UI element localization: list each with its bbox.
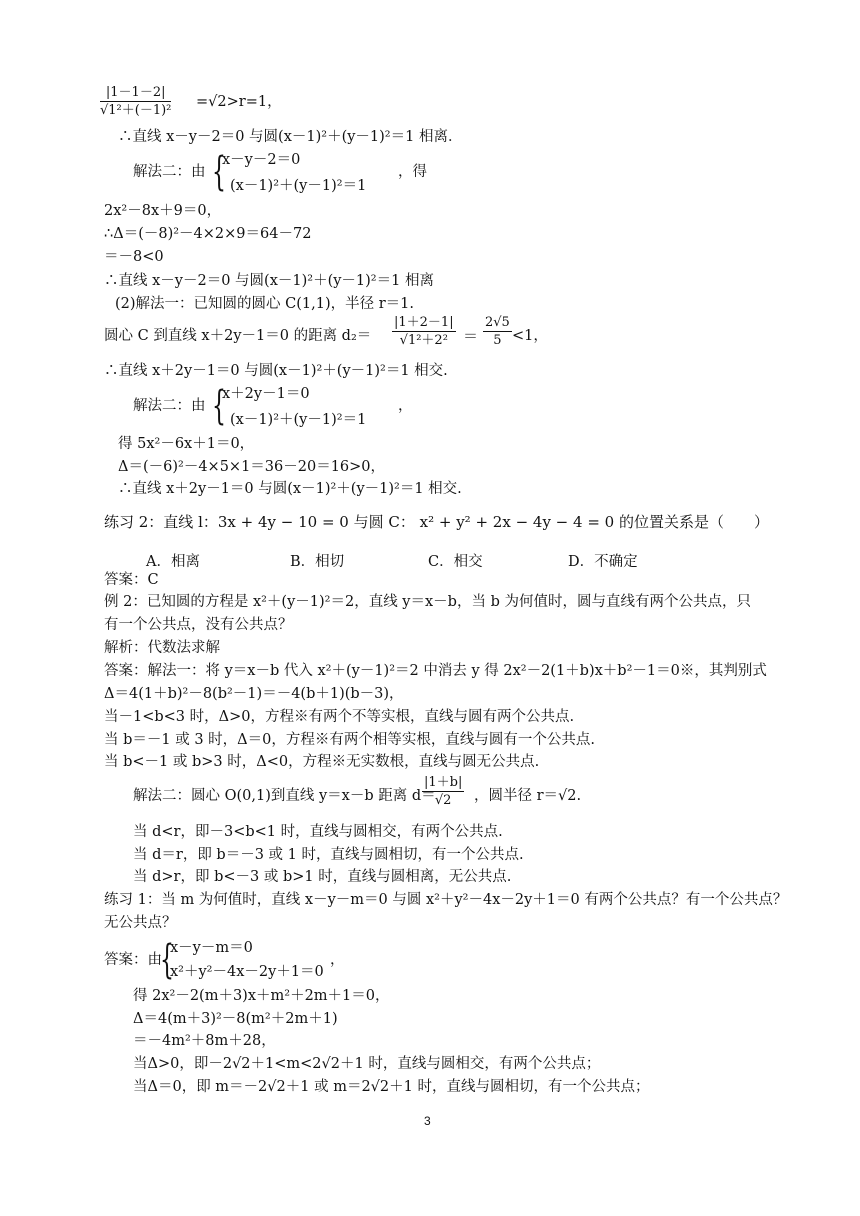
text-line: 当 b＝－1 或 3 时，Δ＝0，方程※有两个相等实根，直线与圆有一个公共点. (104, 732, 595, 748)
text-line: Δ＝(－6)²－4×5×1＝36－20＝16>0， (118, 459, 386, 475)
brace-symbol: { (212, 383, 226, 429)
text-line: 当 d>r，即 b<－3 或 b>1 时，直线与圆相离，无公共点. (133, 869, 512, 885)
text-line: 解法二：由 (133, 398, 206, 414)
text-line: 得 2x²－2(m＋3)x＋m²＋2m＋1＝0， (133, 988, 390, 1004)
brace-symbol: { (160, 937, 174, 983)
text-line: ∴直线 x－y－2＝0 与圆(x－1)²＋(y－1)²＝1 相离 (104, 273, 434, 289)
option-d: D．不确定 (568, 554, 638, 570)
brace-symbol: { (212, 149, 226, 195)
text-line: 练习 1：当 m 为何值时，直线 x－y－m＝0 与圆 x²＋y²－4x－2y＋1＝0 有两个公共点？有一个公共点？ (104, 892, 788, 908)
fraction-distance-2 (392, 316, 456, 348)
text-line: ， (398, 398, 413, 414)
fraction-result (483, 316, 512, 348)
option-b: B．相切 (290, 554, 345, 570)
text-line: ＝－8<0 (104, 249, 164, 265)
text-line: 答案：解法一：将 y＝x－b 代入 x²＋(y－1)²＝2 中消去 y 得 2x²－2(1＋b)x＋b²－1＝0※，其判别式 (104, 663, 767, 679)
exercise-question: 练习 2：直线 l：3x + 4y − 10 = 0 与圆 C： x² + y² + 2x − 4y − 4 = 0 的位置关系是（ ） (104, 513, 769, 531)
text-line: ∴直线 x＋2y－1＝0 与圆(x－1)²＋(y－1)²＝1 相交. (104, 363, 448, 379)
text-line: 2x²－8x＋9＝0， (104, 203, 222, 219)
fraction-numerator: |1＋2－1| (394, 315, 454, 330)
text-line: 答案：由 (104, 952, 162, 968)
text-line: 解法二：圆心 O(0,1)到直线 y＝x－b 距离 d＝ (133, 788, 436, 804)
text-line: ， (330, 952, 345, 968)
equation-system-line: x²＋y²－4x－2y＋1＝0 (170, 964, 324, 980)
text-line: ∴直线 x－y－2＝0 与圆(x－1)²＋(y－1)²＝1 相离． (118, 129, 463, 145)
text-line: 有一个公共点，没有公共点？ (104, 617, 293, 633)
fraction-denominator: √1²＋(－1)² (100, 103, 172, 118)
fraction-denominator: √1²＋2² (399, 333, 448, 348)
text-line: =√2>r=1， (196, 94, 282, 110)
text-line: 当Δ＝0，即 m＝－2√2＋1 或 m＝2√2＋1 时，直线与圆相切，有一个公共点； (133, 1079, 650, 1095)
fraction-distance-3 (422, 776, 464, 808)
text-line: 无公共点？ (104, 915, 177, 931)
equation-system-line: x＋2y－1＝0 (222, 386, 310, 402)
option-c: C．相交 (428, 554, 483, 570)
text-line: 当 d<r，即－3<b<1 时，直线与圆相交，有两个公共点. (133, 824, 503, 840)
text-line: ∴直线 x＋2y－1＝0 与圆(x－1)²＋(y－1)²＝1 相交. (118, 481, 462, 497)
page-number: 3 (424, 1114, 431, 1128)
text-line: 答案：C (104, 572, 159, 588)
fraction-denominator: √2 (434, 793, 452, 808)
equals-sign: ＝ (463, 327, 479, 345)
text-line: 圆心 C 到直线 x＋2y－1＝0 的距离 d₂＝ (104, 328, 372, 344)
option-a: A．相离 (146, 554, 200, 570)
text-line: (2)解法一：已知圆的圆心 C(1,1)，半径 r＝1. (115, 296, 414, 312)
text-line: ＝－4m²＋8m＋28， (133, 1033, 276, 1049)
fraction-numerator: 2√5 (485, 315, 510, 330)
text-line: ，圆半径 r＝√2. (474, 788, 582, 804)
equation-system-line: (x－1)²＋(y－1)²＝1 (230, 412, 367, 428)
equation-system-line: x－y－m＝0 (170, 940, 253, 956)
text-line: 解法二：由 (133, 164, 206, 180)
text-line: Δ＝4(1＋b)²－8(b²－1)＝－4(b＋1)(b－3)， (104, 686, 404, 702)
fraction-numerator: |1－1－2| (100, 86, 171, 102)
equation-system-line: (x－1)²＋(y－1)²＝1 (230, 178, 367, 194)
text-line: 解析：代数法求解 (104, 640, 220, 656)
text-line: ，得 (398, 164, 427, 180)
text-line: 当 b<－1 或 b>3 时，Δ<0，方程※无实数根，直线与圆无公共点. (104, 754, 540, 770)
fraction-numerator: |1＋b| (424, 775, 463, 790)
equation-system-line: x－y－2＝0 (222, 152, 301, 168)
text-line: 当 d＝r，即 b＝－3 或 1 时，直线与圆相切，有一个公共点. (133, 847, 524, 863)
text-line: Δ＝4(m＋3)²－8(m²＋2m＋1) (133, 1011, 338, 1027)
text-line: 当Δ>0，即－2√2＋1<m<2√2＋1 时，直线与圆相交，有两个公共点； (133, 1056, 601, 1072)
text-line: 例 2：已知圆的方程是 x²＋(y－1)²＝2，直线 y＝x－b，当 b 为何值时，圆与直线有两个公共点，只 (104, 594, 751, 610)
fraction-denominator: 5 (493, 333, 502, 348)
text-line: <1， (512, 328, 548, 344)
text-line: 得 5x²－6x＋1＝0， (118, 436, 255, 452)
text-line: 当－1<b<3 时，Δ>0，方程※有两个不等实根，直线与圆有两个公共点. (104, 709, 575, 725)
fraction-distance-1 (100, 86, 171, 118)
text-line: ∴Δ＝(－8)²－4×2×9＝64－72 (104, 226, 312, 242)
